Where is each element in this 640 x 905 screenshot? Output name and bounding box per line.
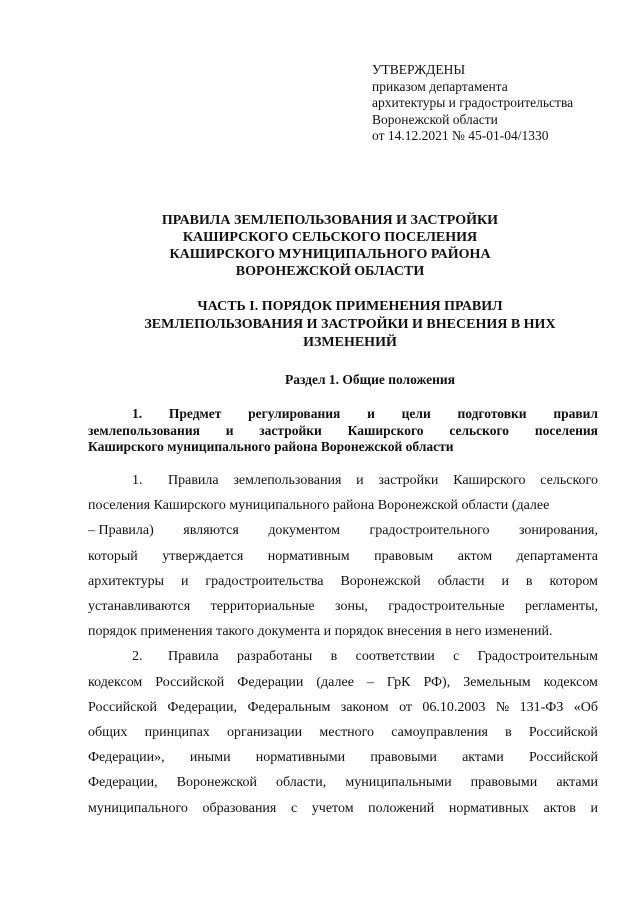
- word: области,: [275, 775, 327, 791]
- document-title: [60, 212, 600, 280]
- word: РФ),: [423, 674, 451, 690]
- word: положений: [368, 800, 435, 816]
- body-text: [88, 468, 598, 821]
- word: градостроительного: [369, 523, 490, 539]
- word: сельского: [449, 422, 510, 438]
- word: территориальные: [210, 599, 315, 615]
- word: законом: [340, 699, 389, 715]
- word: в: [330, 649, 338, 665]
- word: поселения: [534, 422, 598, 438]
- title-line: КАШИРСКОГО МУНИЦИПАЛЬНОГО РАЙОНА: [169, 247, 491, 262]
- word: зонирования,: [518, 523, 598, 539]
- word: – Правила): [88, 523, 154, 539]
- word: с: [453, 649, 460, 665]
- word: департамента: [516, 548, 598, 564]
- paragraph-2-line: [88, 720, 598, 745]
- word: устанавливаются: [88, 599, 191, 615]
- word: иными: [189, 750, 231, 766]
- word: кодексом: [88, 674, 143, 690]
- word: Федерации: [237, 674, 304, 690]
- word: нормативных: [448, 800, 529, 816]
- word: градостроительные: [388, 599, 505, 615]
- word: «Об: [573, 699, 598, 715]
- word: цели: [401, 406, 431, 421]
- word: Российской: [528, 750, 598, 766]
- word: землепользования: [233, 473, 342, 488]
- article-line: [88, 406, 598, 423]
- word: актами: [462, 750, 504, 766]
- approval-line: Воронежской области: [372, 111, 498, 127]
- word: самоуправления: [391, 725, 488, 741]
- paragraph-2-line: [88, 796, 598, 821]
- word: Российской: [528, 725, 598, 741]
- word: зоны,: [335, 599, 368, 615]
- word: и: [501, 573, 509, 589]
- part-line: ИЗМЕНЕНИЙ: [303, 335, 397, 350]
- word: учетом: [311, 800, 354, 816]
- approval-stamp: [372, 62, 573, 145]
- word: и: [367, 406, 375, 421]
- line-words: [168, 468, 598, 493]
- word: Российской: [88, 699, 157, 715]
- word: Предмет: [168, 406, 222, 421]
- article-line: Каширского муниципального района Воронежской области: [88, 439, 454, 454]
- word: местного: [319, 725, 374, 741]
- paragraph-2-line: [88, 670, 598, 695]
- paragraph-2-line: [88, 745, 598, 770]
- title-line: ВОРОНЕЖСКОЙ ОБЛАСТИ: [235, 264, 425, 279]
- word: Градостроительным: [477, 649, 598, 665]
- paragraph-1-line: порядок применения такого документа и порядок внесения в него изменений.: [88, 624, 553, 640]
- word: кодексом: [543, 674, 598, 690]
- word: с: [290, 800, 298, 816]
- word: и: [590, 800, 598, 816]
- approval-line: от 14.12.2021 № 45-01-04/1330: [372, 128, 549, 143]
- word: ГрК: [386, 674, 411, 690]
- paragraph-1-line: [88, 569, 598, 594]
- title-line: КАШИРСКОГО СЕЛЬСКОГО ПОСЕЛЕНИЯ: [182, 230, 478, 245]
- word: правовым: [374, 548, 434, 564]
- line-words: [168, 644, 598, 669]
- word: регламенты,: [524, 599, 598, 615]
- word: сельского: [540, 473, 598, 488]
- word: правил: [553, 406, 598, 421]
- part-line: ЗЕМЛЕПОЛЬЗОВАНИЯ И ЗАСТРОЙКИ И ВНЕСЕНИЯ В НИХ: [144, 317, 556, 332]
- word: который: [88, 548, 138, 564]
- word: нормативными: [255, 750, 346, 766]
- word: в: [505, 725, 512, 741]
- word: 06.10.2003: [422, 699, 486, 715]
- word: Федеральным: [247, 699, 331, 715]
- word: архитектуры: [88, 573, 164, 589]
- word: –: [366, 674, 374, 690]
- word: актом: [457, 548, 493, 564]
- paragraph-1-line: [88, 518, 598, 543]
- word: и: [180, 573, 189, 589]
- word: правовыми: [370, 750, 437, 766]
- word: от: [399, 699, 413, 715]
- word: актами: [556, 775, 598, 791]
- word: Каширского: [347, 422, 424, 438]
- word: правовыми: [470, 775, 538, 791]
- approval-line: приказом департамента: [372, 78, 508, 94]
- paragraph-2-line: [88, 695, 598, 720]
- word: Федерации,: [88, 775, 158, 791]
- word: 1.: [132, 406, 143, 421]
- paragraph-1-line: [88, 594, 598, 619]
- word: Федерации,: [167, 699, 238, 715]
- word: Земельным: [463, 674, 531, 690]
- word: области: [437, 573, 485, 589]
- paragraph-1-line: поселения Каширского муниципального района Воронежской области (далее: [88, 498, 550, 514]
- paragraph-1-line: [88, 544, 598, 569]
- paragraph-2-line: [88, 644, 598, 669]
- section-heading: Раздел 1. Общие положения: [284, 372, 456, 387]
- word: (далее: [316, 674, 354, 690]
- word: нормативным: [267, 548, 350, 564]
- paragraph-number: 2.: [132, 649, 143, 665]
- word: застройки: [378, 473, 439, 488]
- word: Правила: [168, 473, 219, 488]
- approval-line: архитектуры и градостроительства: [372, 95, 574, 110]
- word: котором: [549, 573, 598, 589]
- title-line: ПРАВИЛА ЗЕМЛЕПОЛЬЗОВАНИЯ И ЗАСТРОЙКИ: [161, 213, 499, 228]
- word: общих: [88, 725, 128, 741]
- approval-line: УТВЕРЖДЕНЫ: [372, 62, 466, 77]
- word: Воронежской: [340, 573, 421, 589]
- word: в: [525, 573, 533, 589]
- word: регулирования: [248, 406, 341, 421]
- word: документом: [268, 523, 340, 539]
- article-line: [88, 423, 598, 440]
- word: соответствии: [355, 649, 435, 665]
- word: и: [356, 473, 364, 488]
- word: Правила: [168, 649, 219, 665]
- paragraph-number: 1.: [132, 473, 143, 488]
- word: землепользования: [88, 422, 200, 438]
- part-line: ЧАСТЬ I. ПОРЯДОК ПРИМЕНЕНИЯ ПРАВИЛ: [197, 299, 503, 314]
- article-heading: [88, 406, 598, 456]
- word: муниципальными: [345, 775, 452, 791]
- word: застройки: [259, 422, 322, 438]
- word: подготовки: [457, 406, 527, 421]
- word: и: [225, 422, 234, 438]
- word: Российской: [155, 674, 225, 690]
- word: актов: [543, 800, 576, 816]
- word: Федерации»,: [88, 750, 165, 766]
- word: муниципального: [88, 800, 188, 816]
- word: образования: [202, 800, 277, 816]
- word: градостроительства: [205, 573, 324, 589]
- word: утверждается: [162, 548, 244, 564]
- word: Воронежской: [176, 775, 257, 791]
- word: №: [495, 699, 510, 715]
- word: 131-ФЗ: [519, 699, 564, 715]
- word: организации: [226, 725, 303, 741]
- paragraph-1-line: [88, 468, 598, 493]
- word: принципах: [144, 725, 210, 741]
- part-heading: [110, 298, 590, 352]
- paragraph-2-line: [88, 770, 598, 795]
- word: разработаны: [236, 649, 313, 665]
- word: Каширского: [453, 473, 526, 488]
- word: являются: [183, 523, 239, 539]
